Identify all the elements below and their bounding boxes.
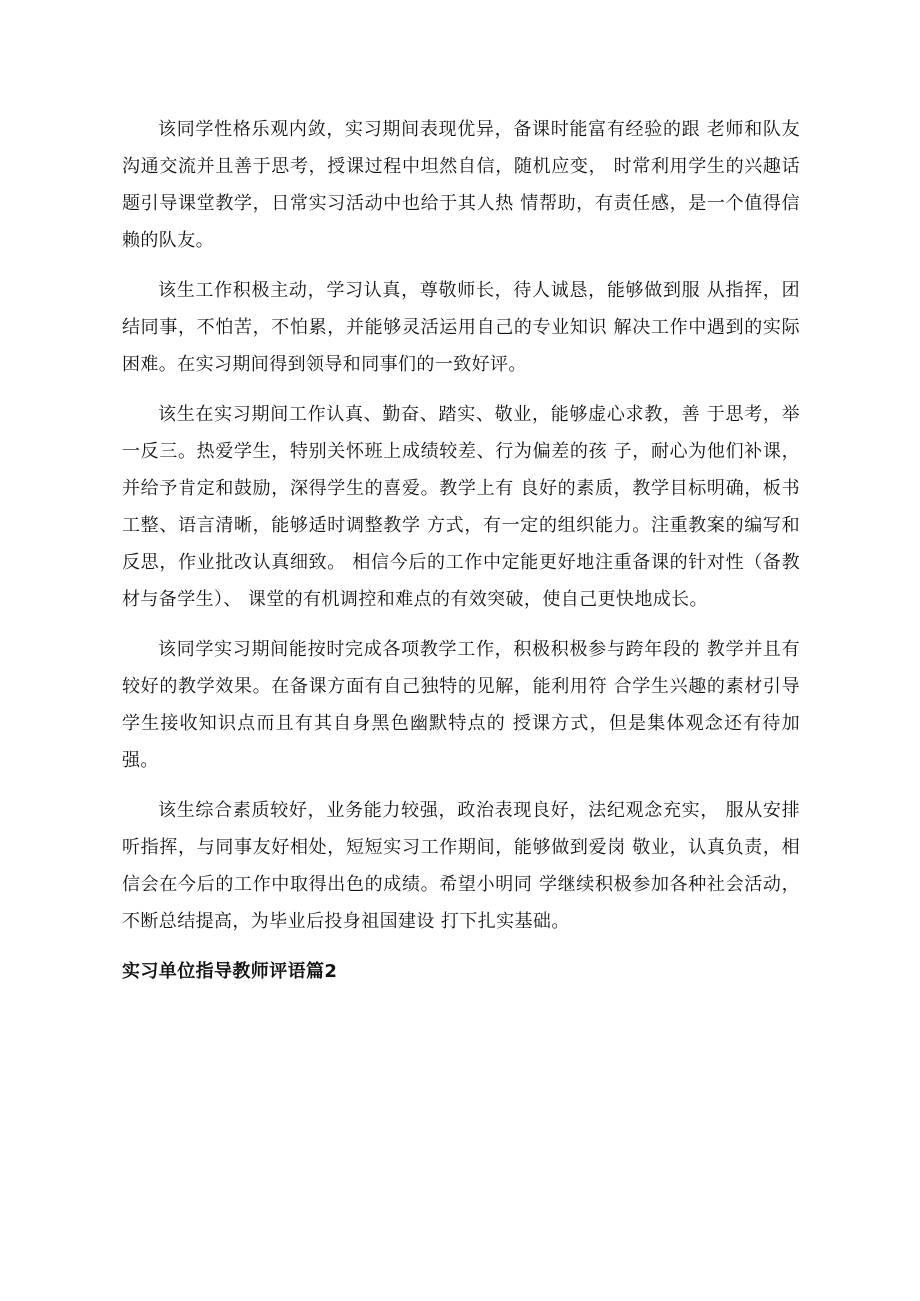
paragraph-5: 该生综合素质较好，业务能力较强，政治表现良好，法纪观念充实， 服从安排听指挥，与同事友好相处，短短实习工作期间，能够做到爱岗 敬业，认真负责，相信会在今后的工作中取得出色的成绩。希望小明同 学继续积极参加各种社会活动，不断总结提高，为毕业后投身祖国建设 打下扎实基础。 [122,800,800,932]
document-body [122,111,800,990]
paragraph-2: 该生工作积极主动，学习认真，尊敬师长，待人诚恳，能够做到服 从指挥，团结同事，不怕苦，不怕累，并能够灵活运用自己的专业知识 解决工作中遇到的实际困难。在实习期间得到领导和同事们的一致好评。 [122,280,800,375]
section-heading: 实习单位指导教师评语篇2 [122,961,338,982]
paragraph-1: 该同学性格乐观内敛，实习期间表现优异，备课时能富有经验的跟 老师和队友沟通交流并且善于思考，授课过程中坦然自信，随机应变， 时常利用学生的兴趣话题引导课堂教学，日常实习活动中也给于其人热 情帮助，有责任感，是一个值得信赖的队友。 [122,119,800,251]
paragraph-3: 该生在实习期间工作认真、勤奋、踏实、敬业，能够虚心求教，善 于思考，举一反三。热爱学生，特别关怀班上成绩较差、行为偏差的孩 子，耐心为他们补课，并给予肯定和鼓励，深得学生的喜爱。教学上有 良好的素质，教学目标明确，板书工整、语言清晰，能够适时调整教学 方式，有一定的组织能力。注重教案的编写和反思，作业批改认真细致。 相信今后的工作中定能更好地注重备课的针对性（备教材与备学生）、 课堂的有机调控和难点的有效突破，使自己更快地成长。 [122,404,800,610]
paragraph-4: 该同学实习期间能按时完成各项教学工作，积极积极参与跨年段的 教学并且有较好的教学效果。在备课方面有自己独特的见解，能利用符 合学生兴趣的素材引导学生接收知识点而且有其自身黑色幽默特点的 授课方式，但是集体观念还有待加强。 [122,639,800,771]
